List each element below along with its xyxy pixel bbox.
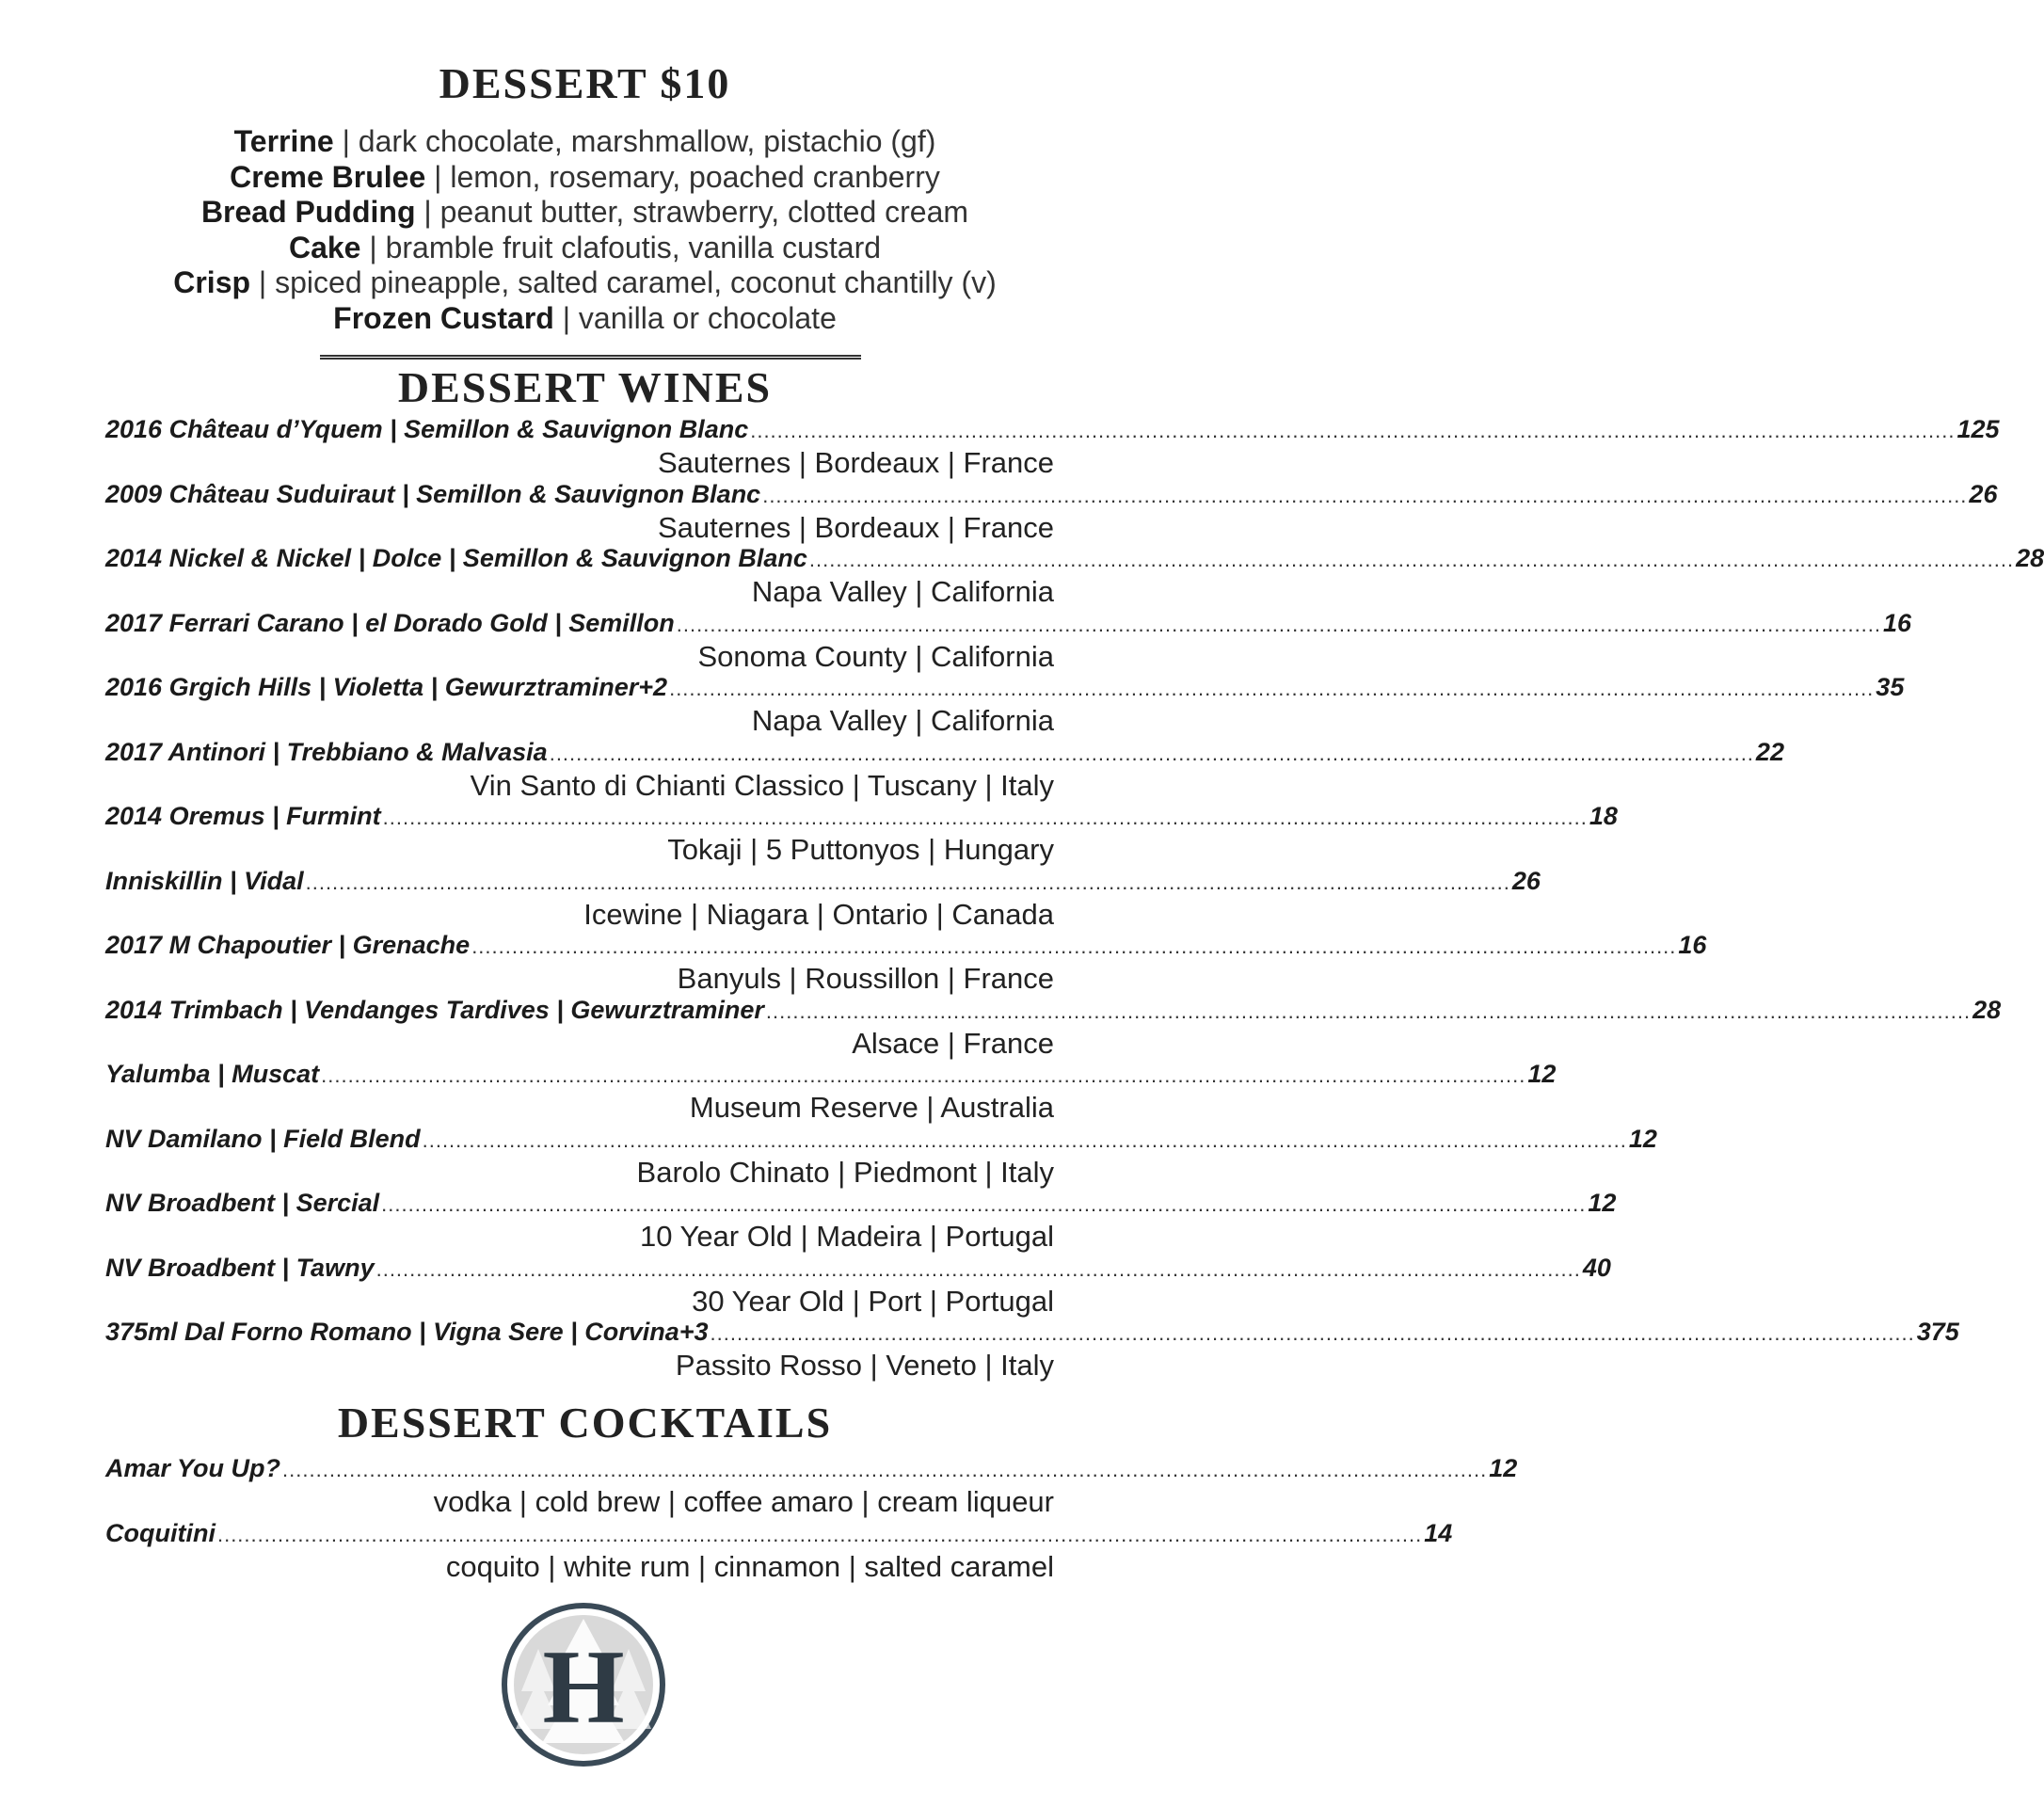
menu-item-name: Coquitini <box>105 1518 216 1547</box>
menu-item-name: 2017 M Chapoutier | Grenache <box>105 931 471 959</box>
dessert-name: Frozen Custard <box>333 300 554 335</box>
menu-item-price: 18 <box>1589 802 1618 830</box>
menu-item-price: 16 <box>1678 931 1707 959</box>
logo-letter: H <box>542 1629 625 1746</box>
dessert-item <box>0 124 1170 160</box>
menu-item <box>105 1454 1518 1519</box>
separator: | <box>423 195 432 229</box>
menu-item-price: 12 <box>1588 1189 1617 1217</box>
dessert-name: Crisp <box>173 265 251 299</box>
menu-item-line <box>105 995 2002 1028</box>
dessert-description: spiced pineapple, salted caramel, coconut chantilly (v) <box>275 265 997 299</box>
separator: | <box>434 159 442 194</box>
menu-item-origin: Passito Rosso | Veneto | Italy <box>675 1349 1054 1382</box>
menu-item-price: 16 <box>1883 608 1912 637</box>
leader-dots: .................................................................................................................................................................................... <box>808 548 2015 571</box>
menu-item <box>105 544 2044 609</box>
dessert-description: lemon, rosemary, poached cranberry <box>450 159 940 194</box>
dessert-item <box>0 301 1170 337</box>
menu-item-line <box>105 415 2000 447</box>
separator: | <box>369 230 377 264</box>
menu-item-name: Amar You Up? <box>105 1454 281 1482</box>
menu-item-line <box>105 608 1912 641</box>
menu-item <box>105 737 1784 803</box>
menu-item-name: 2014 Nickel & Nickel | Dolce | Semillon & Sauvignon Blanc <box>105 544 807 572</box>
menu-item-origin: Sonoma County | California <box>697 639 1054 673</box>
leader-dots: .................................................................................................................................................................................... <box>321 1063 1526 1087</box>
menu-item-line <box>105 673 1905 705</box>
menu-item-name: 2014 Trimbach | Vendanges Tardives | Gewurztraminer <box>105 995 764 1024</box>
menu-item <box>105 673 1905 738</box>
dessert-name: Terrine <box>233 124 334 158</box>
section-divider <box>320 355 861 360</box>
leader-dots: .................................................................................................................................................................................... <box>471 935 1677 958</box>
menu-item-price: 12 <box>1628 1124 1657 1153</box>
dessert-description: peanut butter, strawberry, clotted cream <box>439 195 969 229</box>
wines-section-title: DESSERT WINES <box>397 363 773 411</box>
cocktail-list <box>105 1454 1518 1583</box>
leader-dots: .................................................................................................................................................................................... <box>750 419 1956 442</box>
menu-item-line <box>105 1518 1453 1551</box>
dessert-description: dark chocolate, marshmallow, pistachio (gf) <box>358 124 936 158</box>
menu-item-price: 35 <box>1876 673 1905 701</box>
wine-list <box>105 415 2044 1383</box>
menu-item-name: 2017 Antinori | Trebbiano & Malvasia <box>105 737 548 766</box>
menu-item-origin: vodka | cold brew | coffee amaro | cream liqueur <box>433 1485 1054 1518</box>
leader-dots: .................................................................................................................................................................................... <box>305 870 1510 894</box>
leader-dots: .................................................................................................................................................................................... <box>375 1256 1581 1281</box>
menu-item-line <box>105 1189 1617 1221</box>
menu-item-origin: 10 Year Old | Madeira | Portugal <box>639 1220 1054 1253</box>
leader-dots: .................................................................................................................................................................................... <box>282 1458 1488 1481</box>
menu-item <box>105 931 1707 996</box>
menu-item-origin: Barolo Chinato | Piedmont | Italy <box>636 1155 1054 1189</box>
menu-item-name: 375ml Dal Forno Romano | Vigna Sere | Corvina+3 <box>105 1318 709 1346</box>
menu-item-line <box>105 931 1707 963</box>
menu-item <box>105 608 1912 674</box>
leader-dots: .................................................................................................................................................................................... <box>549 741 1754 765</box>
menu-item-name: NV Broadbent | Sercial <box>105 1189 380 1217</box>
dessert-section-title: DESSERT $10 <box>439 59 731 107</box>
menu-item <box>105 1253 1611 1319</box>
menu-item-line <box>105 1454 1518 1486</box>
menu-item-origin: Sauternes | Bordeaux | France <box>657 446 1054 479</box>
menu-item-name: 2014 Oremus | Furmint <box>105 802 381 830</box>
menu-item-origin: Icewine | Niagara | Ontario | Canada <box>583 897 1054 931</box>
menu-item-price: 12 <box>1489 1454 1518 1482</box>
dessert-item <box>0 195 1170 231</box>
dessert-item <box>0 265 1170 301</box>
menu-item-line <box>105 1124 1657 1157</box>
cocktails-section-title: DESSERT COCKTAILS <box>337 1399 833 1447</box>
dessert-description: bramble fruit clafoutis, vanilla custard <box>385 230 882 264</box>
leader-dots: .................................................................................................................................................................................... <box>765 999 1972 1023</box>
menu-item-name: NV Broadbent | Tawny <box>105 1253 375 1282</box>
menu-item-line <box>105 866 1541 899</box>
menu-item-name: 2016 Château d’Yquem | Semillon & Sauvignon Blanc <box>105 415 749 443</box>
dessert-item <box>0 231 1170 266</box>
menu-item-name: 2009 Château Suduiraut | Semillon & Sauvignon Blanc <box>105 479 761 508</box>
menu-item-line <box>105 1318 1959 1350</box>
separator: | <box>562 300 571 335</box>
menu-item <box>105 1124 1657 1190</box>
leader-dots: .................................................................................................................................................................................... <box>422 1127 1627 1152</box>
menu-item-origin: coquito | white rum | cinnamon | salted caramel <box>445 1549 1054 1583</box>
dessert-name: Bread Pudding <box>200 195 416 229</box>
menu-item-origin: Sauternes | Bordeaux | France <box>657 510 1054 544</box>
menu-item-line <box>105 544 2044 576</box>
menu-item-price: 28 <box>2016 544 2044 572</box>
menu-item-price: 22 <box>1755 737 1784 766</box>
menu-item-line <box>105 1253 1611 1286</box>
leader-dots: .................................................................................................................................................................................... <box>669 677 1875 700</box>
menu-item <box>105 802 1618 867</box>
menu-item-price: 40 <box>1582 1253 1611 1282</box>
dessert-name: Cake <box>288 230 361 264</box>
menu-item <box>105 995 2002 1061</box>
menu-item-line <box>105 1060 1557 1092</box>
menu-item-line <box>105 737 1784 770</box>
menu-item-origin: 30 Year Old | Port | Portugal <box>692 1284 1054 1318</box>
separator: | <box>258 265 267 299</box>
menu-item-origin: Vin Santo di Chianti Classico | Tuscany | Italy <box>470 768 1054 802</box>
menu-item-name: NV Damilano | Field Blend <box>105 1124 421 1153</box>
dessert-item <box>0 160 1170 196</box>
leader-dots: .................................................................................................................................................................................... <box>676 612 1882 636</box>
dessert-description: vanilla or chocolate <box>578 300 837 335</box>
menu-item-name: Yalumba | Muscat <box>105 1060 320 1088</box>
menu-item-line <box>105 479 1998 512</box>
menu-item-origin: Tokaji | 5 Puttonyos | Hungary <box>667 833 1054 866</box>
menu-item <box>105 1318 1959 1383</box>
menu-item-origin: Alsace | France <box>852 1026 1054 1060</box>
separator: | <box>342 124 350 158</box>
leader-dots: .................................................................................................................................................................................... <box>762 483 1968 507</box>
h-logo <box>501 1602 666 1767</box>
menu-item-origin: Napa Valley | California <box>751 575 1054 608</box>
dessert-name: Creme Brulee <box>230 159 426 194</box>
menu-item-name: 2017 Ferrari Carano | el Dorado Gold | Semillon <box>105 608 675 637</box>
menu-item <box>105 1518 1453 1584</box>
menu-item <box>105 1189 1617 1254</box>
menu-item-price: 28 <box>1972 995 2002 1024</box>
leader-dots: .................................................................................................................................................................................... <box>381 1192 1587 1216</box>
dessert-list <box>0 124 1170 336</box>
leader-dots: .................................................................................................................................................................................... <box>710 1321 1915 1345</box>
menu-item <box>105 415 2000 480</box>
menu-item-origin: Banyuls | Roussillon | France <box>677 962 1054 995</box>
menu-item-line <box>105 802 1618 834</box>
menu-item <box>105 866 1541 932</box>
menu-item-price: 375 <box>1916 1318 1959 1346</box>
menu-item-origin: Napa Valley | California <box>751 704 1054 737</box>
menu-item <box>105 479 1998 545</box>
menu-item-price: 14 <box>1424 1518 1453 1547</box>
leader-dots: .................................................................................................................................................................................... <box>382 806 1588 829</box>
leader-dots: .................................................................................................................................................................................... <box>216 1522 1423 1546</box>
menu-item-price: 12 <box>1527 1060 1557 1088</box>
menu-item-name: 2016 Grgich Hills | Violetta | Gewurztraminer+2 <box>105 673 668 701</box>
menu-item-name: Inniskillin | Vidal <box>105 866 304 895</box>
menu-item-price: 26 <box>1969 479 1998 508</box>
menu-item <box>105 1060 1557 1125</box>
menu-item-price: 26 <box>1511 866 1541 895</box>
menu-item-price: 125 <box>1956 415 2000 443</box>
menu-item-origin: Museum Reserve | Australia <box>689 1091 1054 1124</box>
